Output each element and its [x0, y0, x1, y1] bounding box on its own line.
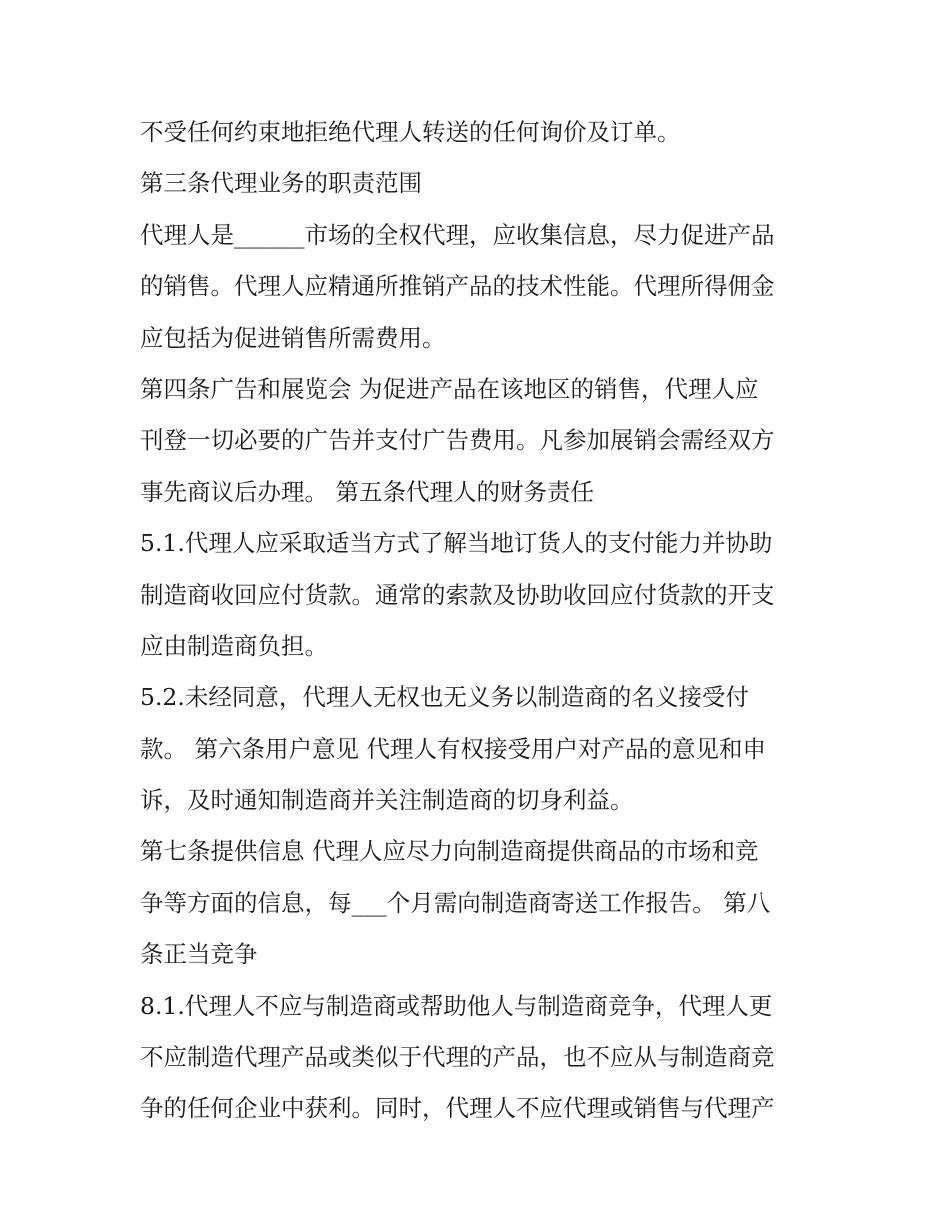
text-line: 制造商收回应付货款。通常的索款及协助收回应付货款的开支 — [140, 580, 775, 609]
text-line: 应由制造商负担。 — [140, 631, 328, 660]
text-line: 5.2.未经同意，代理人无权也无义务以制造商的名义接受付 — [140, 683, 749, 712]
text-line: 第四条广告和展览会 为促进产品在该地区的销售，代理人应 — [140, 374, 759, 403]
text-line: 8.1.代理人不应与制造商或帮助他人与制造商竞争，代理人更 — [140, 991, 773, 1020]
text-line: 的销售。代理人应精通所推销产品的技术性能。代理所得佣金 — [140, 272, 775, 301]
text-line: 条正当竞争 — [140, 940, 258, 969]
document-body — [140, 107, 830, 1135]
text-line: 代理人是______市场的全权代理，应收集信息，尽力促进产品 — [140, 220, 775, 249]
text-line: 款。 第六条用户意见 代理人有权接受用户对产品的意见和申 — [140, 734, 766, 763]
text-line: 应包括为促进销售所需费用。 — [140, 323, 446, 352]
text-line: 不受任何约束地拒绝代理人转送的任何询价及订单。 — [140, 118, 681, 146]
text-line: 5.1.代理人应采取适当方式了解当地订货人的支付能力并协助 — [140, 529, 773, 558]
text-line: 刊登一切必要的广告并支付广告费用。凡参加展销会需经双方 — [140, 426, 775, 455]
text-line: 争的任何企业中获利。同时，代理人不应代理或销售与代理产 — [140, 1094, 775, 1123]
text-line: 争等方面的信息，每___个月需向制造商寄送工作报告。 第八 — [140, 888, 771, 917]
text-line: 第七条提供信息 代理人应尽力向制造商提供商品的市场和竞 — [140, 837, 759, 866]
section-heading: 第三条代理业务的职责范围 — [140, 169, 422, 198]
text-line: 不应制造代理产品或类似于代理的产品，也不应从与制造商竞 — [140, 1043, 775, 1072]
text-line: 事先商议后办理。 第五条代理人的财务责任 — [140, 477, 594, 506]
text-line: 诉，及时通知制造商并关注制造商的切身利益。 — [140, 786, 634, 815]
